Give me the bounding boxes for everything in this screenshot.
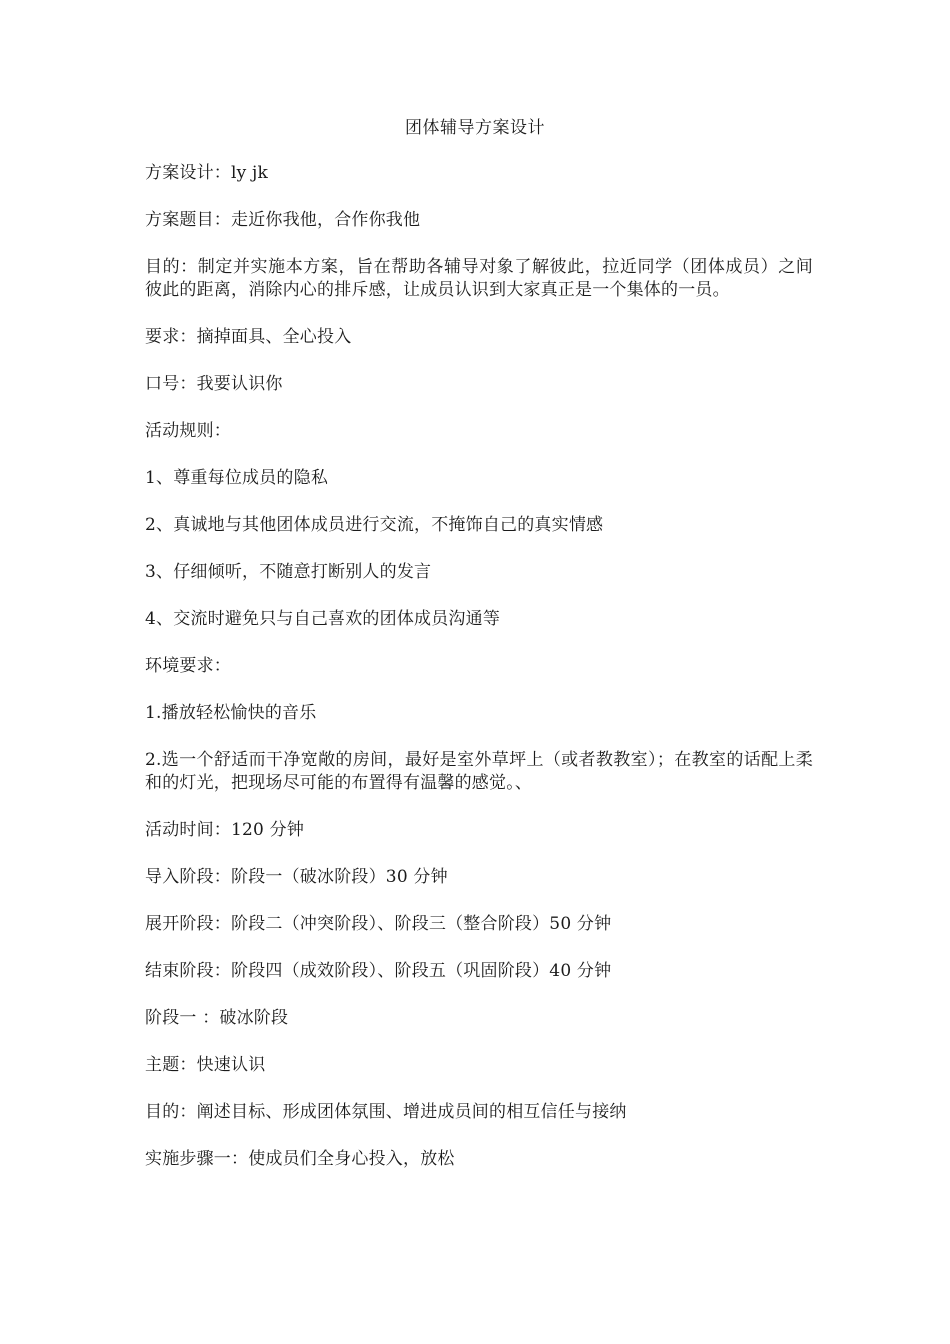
paragraph-environment-2: 2.选一个舒适而干净宽敞的房间，最好是室外草坪上（或者教教室）；在教室的话配上柔和的灯光，把现场尽可能的布置得有温馨的感觉。、 xyxy=(145,750,813,793)
document-title: 团体辅导方案设计 xyxy=(405,118,545,138)
paragraph-requirement: 要求：摘掉面具、全心投入 xyxy=(145,327,352,347)
document-body xyxy=(145,162,813,1195)
paragraph-designer: 方案设计：ly jk xyxy=(145,163,269,183)
paragraph-rule-4: 4、交流时避免只与自己喜欢的团体成员沟通等 xyxy=(145,609,501,629)
paragraph-rule-2: 2、真诚地与其他团体成员进行交流，不掩饰自己的真实情感 xyxy=(145,515,604,535)
paragraph-purpose: 目的：制定并实施本方案，旨在帮助各辅导对象了解彼此，拉近同学（团体成员）之间彼此的距离，消除内心的排斥感，让成员认识到大家真正是一个集体的一员。 xyxy=(145,257,813,300)
paragraph-slogan: 口号：我要认识你 xyxy=(145,374,283,394)
paragraph-develop-stage: 展开阶段：阶段二（冲突阶段）、阶段三（整合阶段）50 分钟 xyxy=(145,914,612,934)
paragraph-rule-1: 1、尊重每位成员的隐私 xyxy=(145,468,329,488)
paragraph-rule-3: 3、仔细倾听，不随意打断别人的发言 xyxy=(145,562,432,582)
paragraph-step-one: 实施步骤一：使成员们全身心投入，放松 xyxy=(145,1149,455,1169)
paragraph-environment-1: 1.播放轻松愉快的音乐 xyxy=(145,703,317,723)
paragraph-topic: 方案题目：走近你我他，合作你我他 xyxy=(145,210,421,230)
paragraph-closing-stage: 结束阶段：阶段四（成效阶段）、阶段五（巩固阶段）40 分钟 xyxy=(145,961,612,981)
paragraph-intro-stage: 导入阶段：阶段一（破冰阶段）30 分钟 xyxy=(145,867,448,887)
paragraph-duration: 活动时间：120 分钟 xyxy=(145,820,305,840)
paragraph-stage-purpose: 目的：阐述目标、形成团体氛围、增进成员间的相互信任与接纳 xyxy=(145,1102,627,1122)
paragraph-theme: 主题：快速认识 xyxy=(145,1055,266,1075)
paragraph-rules-heading: 活动规则： xyxy=(145,421,231,441)
paragraph-environment-heading: 环境要求： xyxy=(145,656,231,676)
paragraph-stage-one: 阶段一 ：破冰阶段 xyxy=(145,1008,289,1028)
